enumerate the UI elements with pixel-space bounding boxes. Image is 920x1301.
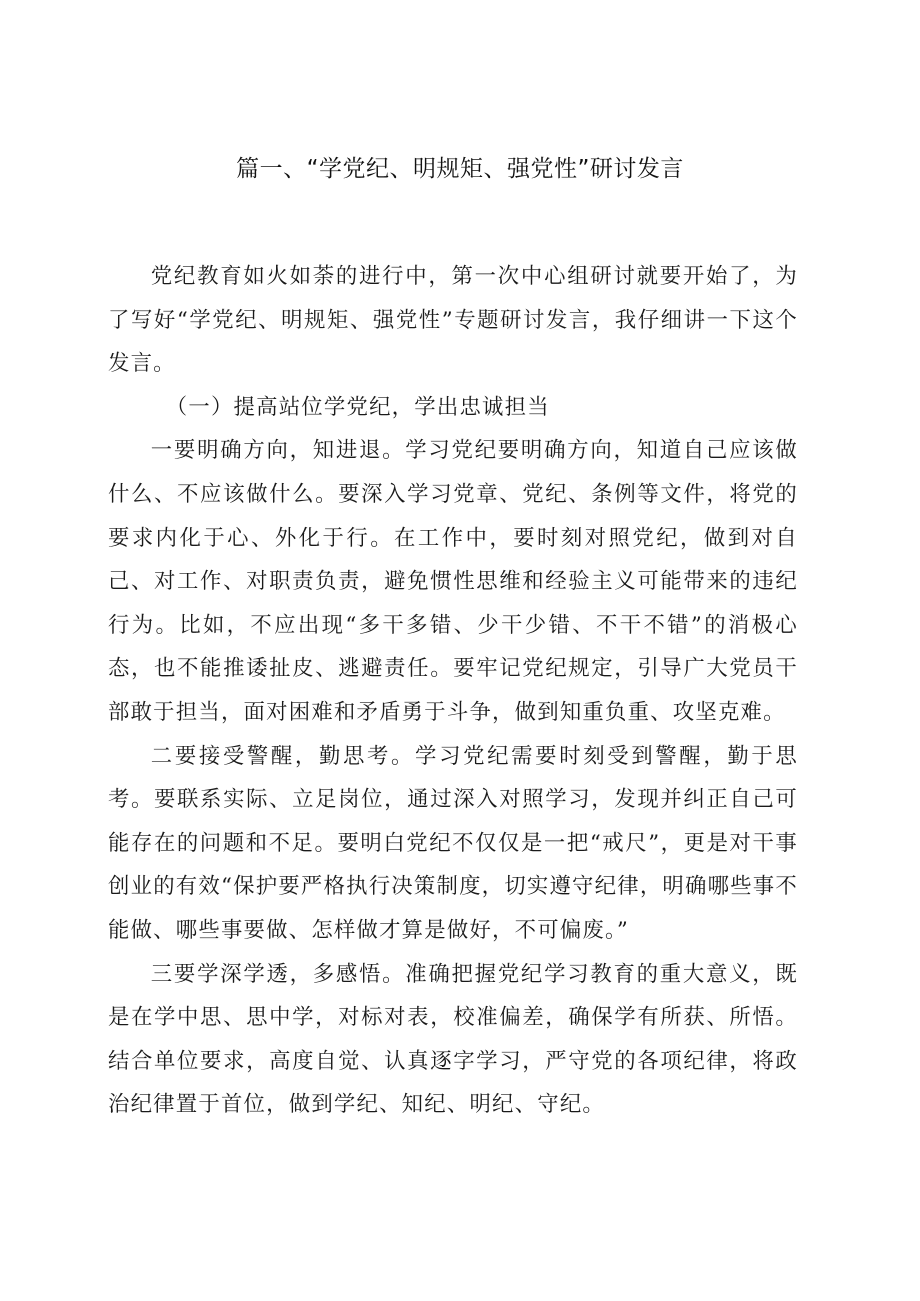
section-heading: （一）提高站位学党纪，学出忠诚担当 (165, 394, 550, 420)
document-title: 篇一、“学党纪、明规矩、强党性”研讨发言 (236, 156, 684, 182)
paragraph-point-1: 一要明确方向，知进退。学习党纪要明确方向，知道自己应该做什么、不应该做什么。要深入学习党章、党纪、条例等文件，将党的要求内化于心、外化于行。在工作中，要时刻对照党纪，做到对自己、对工作、对职责负责，避免惯性思维和经验主义可能带来的违纪行为。比如，不应出现“多干多错、少干少错、不干不错”的消极心态，也不能推诿扯皮、逃避责任。要牢记党纪规定，引导广大党员干部敢于担当，面对困难和矛盾勇于斗争，做到知重负重、攻坚克难。 (108, 438, 798, 725)
paragraph-point-3: 三要学深学透，多感悟。准确把握党纪学习教育的重大意义，既是在学中思、思中学，对标对表，校准偏差，确保学有所获、所悟。结合单位要求，高度自觉、认真逐字学习，严守党的各项纪律，将政治纪律置于首位，做到学纪、知纪、明纪、守纪。 (108, 961, 798, 1118)
paragraph-point-2: 二要接受警醒，勤思考。学习党纪需要时刻受到警醒，勤于思考。要联系实际、立足岗位，通过深入对照学习，发现并纠正自己可能存在的问题和不足。要明白党纪不仅仅是一把“戒尺”，更是对干事创业的有效“保护要严格执行决策制度，切实遵守纪律，明确哪些事不能做、哪些事要做、怎样做才算是做好，不可偏废。” (108, 743, 798, 943)
paragraph-intro: 党纪教育如火如荼的进行中，第一次中心组研讨就要开始了，为了写好“学党纪、明规矩、强党性”专题研讨发言，我仔细讲一下这个发言。 (108, 264, 798, 377)
document-body (108, 255, 798, 1127)
